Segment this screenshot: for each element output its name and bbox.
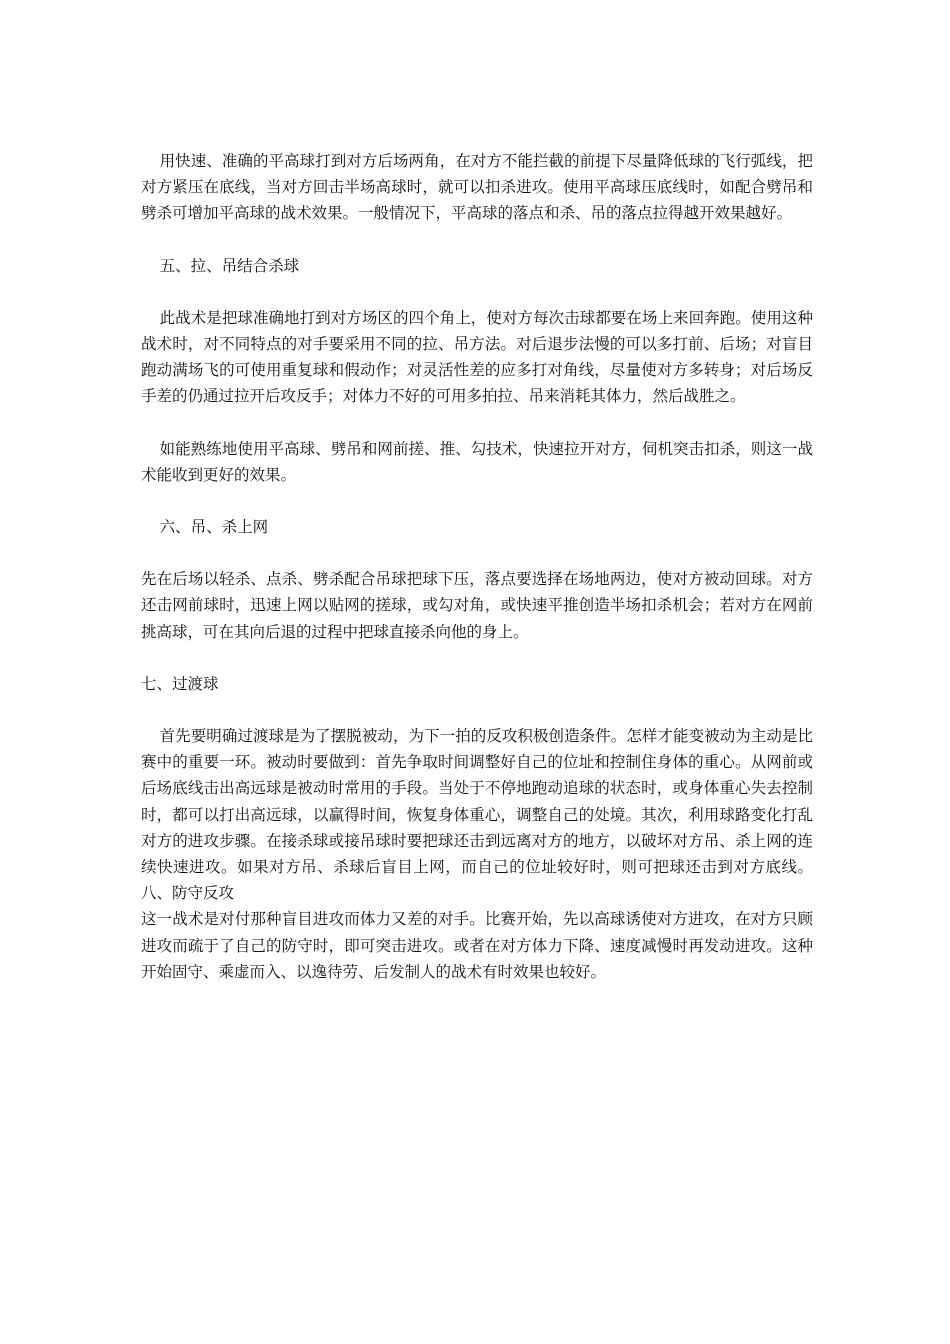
paragraph-drop-smash-net: 先在后场以轻杀、点杀、劈杀配合吊球把球下压，落点要选择在场地两边，使对方被动回球。对方还击网前球时，迅速上网以贴网的搓球，或勾对角，或快速平推创造半场扣杀机会；若对方在网前挑高球，可在其向后退的过程中把球直接杀向他的身上。 [141,570,813,641]
spacer [141,410,813,436]
paragraph-defense-counter: 这一战术是对付那种盲目进攻而体力又差的对手。比赛开始，先以高球诱使对方进攻，在对方只顾进攻而疏于了自己的防守时，即可突击进攻。或者在对方体力下降、速度减慢时再发动进攻。这种开始固守、乘虚而入、以逸待劳、后发制人的战术有时效果也较好。 [141,910,813,981]
section-heading-7: 七、过渡球 [141,674,219,693]
paragraph-transition-ball: 首先要明确过渡球是为了摆脱被动，为下一拍的反攻积极创造条件。怎样才能变被动为主动是比赛中的重要一环。被动时要做到：首先争取时间调整好自己的位址和控制住身体的重心。从网前或后场底线击出高远球是被动时常用的手段。当处于不停地跑动追球的状态时，或身体重心失去控制时，都可以打出高远球，以赢得时间，恢复身体重心，调整自己的处境。其次，利用球路变化打乱对方的进攻步骤。在接杀球或接吊球时要把球还击到远离对方的地方，以破坏对方吊、杀上网的连续快速进攻。如果对方吊、杀球后盲目上网，而自己的位址较好时，则可把球还击到对方底线。 八、防守反攻 [141,727,813,903]
spacer [141,645,813,671]
spacer [141,540,813,566]
spacer [141,227,813,253]
section-heading-5: 五、拉、吊结合杀球 [159,256,300,275]
paragraph-pull-drop-extra: 如能熟练地使用平高球、劈吊和网前搓、推、勾技术，快速拉开对方，伺机突击扣杀，则这一战术能收到更好的效果。 [141,439,813,484]
section-heading-6: 六、吊、杀上网 [159,518,269,537]
spacer [141,279,813,305]
spacer [141,697,813,723]
document-body [141,148,813,985]
paragraph-pull-drop: 此战术是把球准确地打到对方场区的四个角上，使对方每次击球都要在场上来回奔跑。使用这种战术时，对不同特点的对手要采用不同的拉、吊方法。对后退步法慢的可以多打前、后场；对盲目跑动满场飞的可使用重复球和假动作；对灵活性差的应多打对角线，尽量使对方多转身；对后场反手差的仍通过拉开后攻反手；对体力不好的可用多拍拉、吊来消耗其体力，然后战胜之。 [141,308,813,406]
paragraph-flat-clear: 用快速、准确的平高球打到对方后场两角，在对方不能拦截的前提下尽量降低球的飞行弧线，把对方紧压在底线，当对方回击半场高球时，就可以扣杀进攻。使用平高球压底线时，如配合劈吊和劈杀可增加平高球的战术效果。一般情况下，平高球的落点和杀、吊的落点拉得越开效果越好。 [141,152,813,223]
spacer [141,488,813,514]
